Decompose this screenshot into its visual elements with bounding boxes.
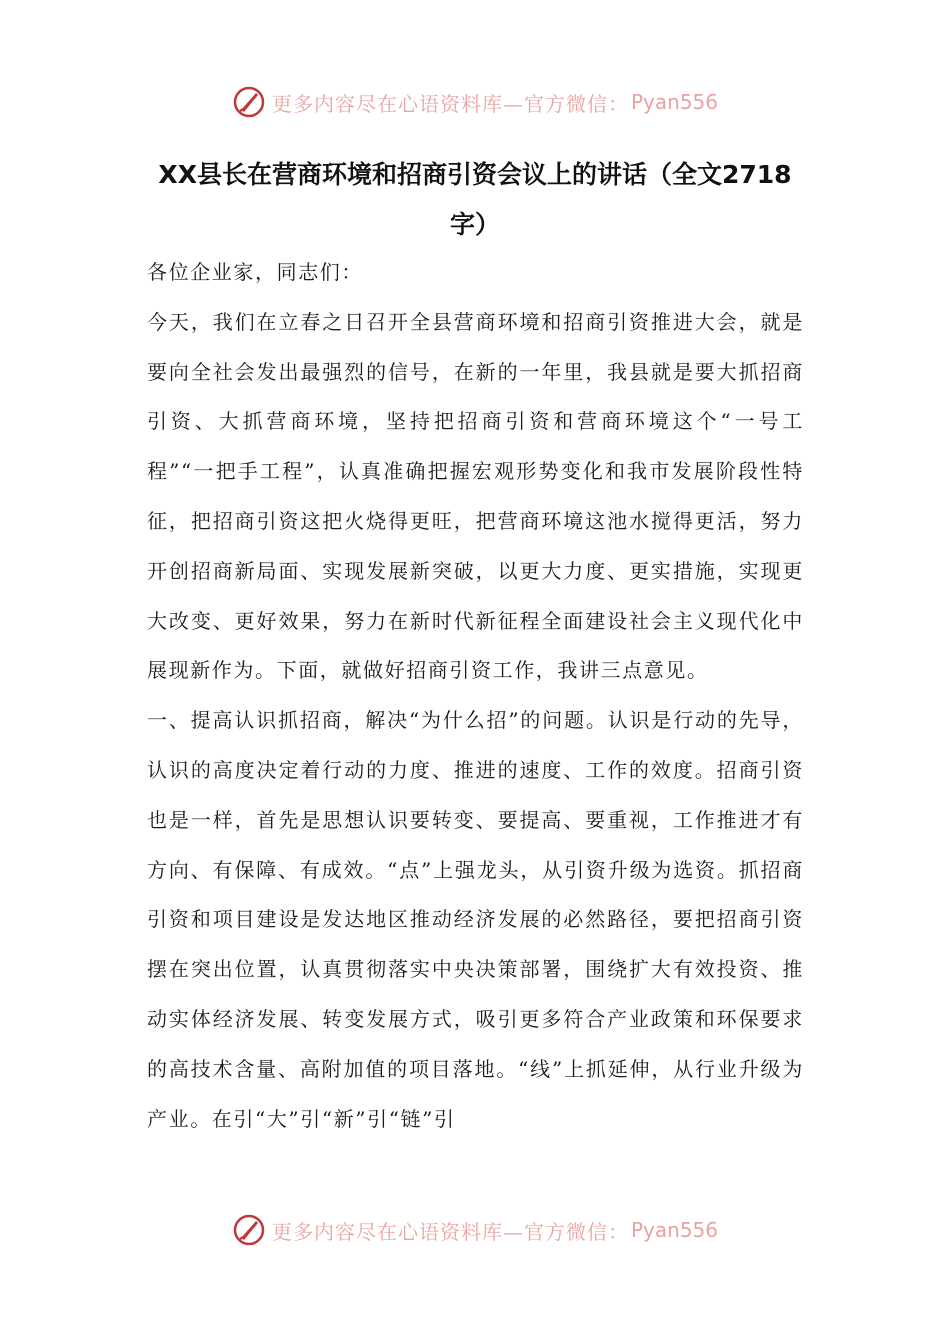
- wechat-id: Pyan556: [630, 90, 718, 114]
- document-title: XX县长在营商环境和招商引资会议上的讲话（全文2718字）: [158, 160, 792, 239]
- watermark-footer: [0, 1210, 950, 1250]
- paragraph: 今天，我们在立春之日召开全县营商环境和招商引资推进大会，就是要向全社会发出最强烈的信号，在新的一年里，我县就是要大抓招商引资、大抓营商环境，坚持把招商引资和营商环境这个“一号工程”“一把手工程”，认真准确把握宏观形势变化和我市发展阶段性特征，把招商引资这把火烧得更旺，把营商环境这池水搅得更活，努力开创招商新局面、实现发展新突破，以更大力度、更实措施，实现更大改变、更好效果，努力在新时代新征程全面建设社会主义现代化中展现新作为。下面，就做好招商引资工作，我讲三点意见。: [147, 309, 804, 683]
- quill-logo-icon: [232, 85, 266, 119]
- salutation: 各位企业家，同志们：: [147, 260, 363, 284]
- watermark-text: 更多内容尽在心语资料库—官方微信：: [271, 1219, 629, 1244]
- quill-logo-icon: [232, 1213, 266, 1247]
- paragraph: 一、提高认识抓招商，解决“为什么招”的问题。认识是行动的先导，认识的高度决定着行动的力度、推进的速度、工作的效度。招商引资也是一样，首先是思想认识要转变、要提高、要重视，工作推进才有方向、有保障、有成效。“点”上强龙头，从引资升级为选资。抓招商引资和项目建设是发达地区推动经济发展的必然路径，要把招商引资摆在突出位置，认真贯彻落实中央决策部署，围绕扩大有效投资、推动实体经济发展、转变发展方式，吸引更多符合产业政策和环保要求的高技术含量、高附加值的项目落地。“线”上抓延伸，从行业升级为产业。在引“大”引“新”引“链”引: [147, 708, 804, 1131]
- document-body: [147, 248, 804, 1144]
- watermark-text: 更多内容尽在心语资料库—官方微信：: [271, 91, 629, 116]
- wechat-id: Pyan556: [630, 1218, 718, 1242]
- watermark-header: [0, 82, 950, 122]
